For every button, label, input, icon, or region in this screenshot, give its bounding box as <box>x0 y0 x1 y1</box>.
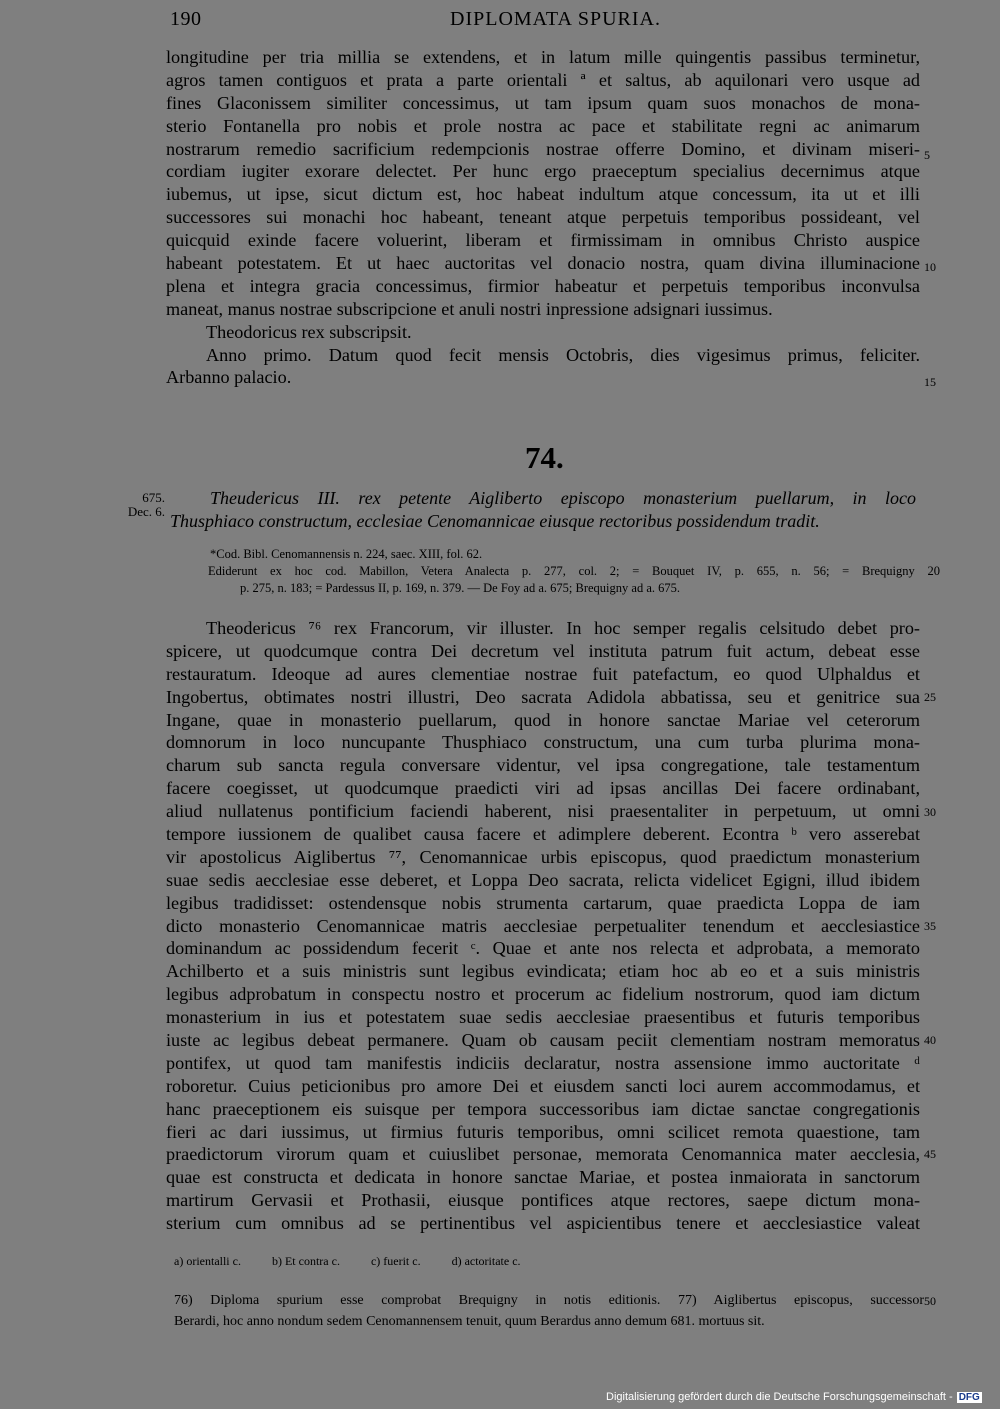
text-line: Theodericus ⁷⁶ rex Francorum, vir illuster. In hoc semper regalis celsitudo debet pro- <box>206 618 920 638</box>
date-year: 675. <box>142 490 165 505</box>
document-number: 74. <box>525 440 564 475</box>
text-line: praedictorum virorum quam et cuiuslibet personae, memorata Cenomannica mater aecclesia, <box>166 1144 920 1165</box>
text-line: agros tamen contiguos et prata a parte orientali ª et saltus, ab aquilonari vero usque ad <box>166 69 920 90</box>
text-line: restauratum. Ideoque ad aures clementiae nostrae fuit patefactum, eo quod Ulphaldus et <box>166 663 920 684</box>
text-line: quicquid exinde facere voluerint, liberam et firmissimam in omnibus Christo auspice <box>166 230 920 251</box>
line-number: 50 <box>924 1294 936 1308</box>
line-number: 40 <box>924 1033 936 1047</box>
line-number: 30 <box>924 805 936 819</box>
text-block-2 <box>166 617 920 1235</box>
running-title: DIPLOMATA SPURIA. <box>450 8 661 30</box>
text-line: aliud nullatenus pontificium faciendi haberent, nisi praesentaliter in perpetuum, ut omni <box>166 801 920 822</box>
text-line: monasterium in ius et potestatem suae sedis aecclesiae praesentibus et futuris temporibus <box>166 1007 920 1028</box>
text-line: hanc praeceptionem eis suisque per tempora successoribus iam dictae sanctae congregationis <box>166 1098 920 1119</box>
text-line: martirum Gervasii et Prothasii, eiusque pontifices atque rectores, saepe dictum mona- <box>166 1190 920 1211</box>
text-line: dominandum ac possidendum fecerit ᶜ. Quae et ante nos relecta et adprobata, a memorato <box>166 938 920 959</box>
variant-a: a) orientalli c. <box>174 1254 241 1268</box>
line-number: 35 <box>924 919 936 933</box>
date-day: Dec. 6. <box>127 504 165 519</box>
text-line: facere coegisset, ut quodcumque praedicti viri ad ipsas ancillas Dei facere ordinabant, <box>166 778 920 799</box>
text-block-1 <box>166 46 920 389</box>
text-line: dicto monasterio Cenomannicae matris aecclesiae perpetualiter tenendum et aecclesiastice <box>166 915 920 936</box>
text-line: iuste ac legibus debeat permanere. Quam ob causam peciit clementiam nostram memoratus <box>166 1030 920 1051</box>
page-number: 190 <box>170 8 202 30</box>
dfg-logo: DFG <box>958 1392 980 1403</box>
line-number: 15 <box>924 375 936 389</box>
text-line: plena et integra gracia concessimus, firmior habeatur et perpetuis temporibus inconvulsa <box>166 275 920 296</box>
margin-date <box>117 491 165 519</box>
regest-line: Thusphiaco constructum, ecclesiae Cenomannicae eiusque rectoribus possidendum tradit. <box>170 510 820 531</box>
regest-line: Theudericus III. rex petente Aigliberto episcopo monasterium puellarum, in loco <box>210 488 916 508</box>
footnote-line: Berardi, hoc anno nondum sedem Cenomannensem tenuit, quum Berardus anno demum 681. mortuus sit. <box>174 1314 765 1329</box>
digitization-credit <box>606 1391 982 1403</box>
text-line: domnorum in loco nuncupante Thusphiaco constructum, una cum turba plurima mona- <box>166 732 920 753</box>
line-number: 25 <box>924 690 936 704</box>
source-line: p. 275, n. 183; = Pardessus II, p. 169, n. 379. — De Foy ad a. 675; Brequigny ad a. 675. <box>240 581 680 595</box>
text-line: tempore iussionem de qualibet causa facere et adimplere deberent. Econtra ᵇ vero asserebat <box>166 824 920 845</box>
text-line: pontifex, ut quod tam manifestis indiciis declaratur, nostra assensione immo auctoritate ᵈ <box>166 1052 920 1073</box>
text-line: spicere, ut quodcumque contra Dei decretum vel instituta patrum fuit actum, debeat esse <box>166 640 920 661</box>
text-line: nostrarum remedio sacrificium redempcionis nostrae offerre Domino, et divinam miseri- <box>166 138 920 159</box>
text-line: Achilberto et a suis ministris sunt legibus evindicata; etiam hoc ab eo et a suis ministris <box>166 961 920 982</box>
line-number: 5 <box>924 148 930 162</box>
source-line: Ediderunt ex hoc cod. Mabillon, Vetera Analecta p. 277, col. 2; = Bouquet IV, p. 655, n. 56; = Brequigny 20 <box>208 564 940 578</box>
text-line: iubemus, ut ipse, sicut dictum est, hoc habeat indultum atque concessum, ita ut et illi <box>166 184 920 205</box>
text-line: sterium cum omnibus ad se pertinentibus vel aspicientibus tenere et aecclesiastice valeat <box>166 1213 920 1234</box>
text-line: roboretur. Cuius peticionibus pro amore Dei et eiusdem sancti loci aurem accommodamus, et <box>166 1075 920 1096</box>
variant-b: b) Et contra c. <box>271 1254 340 1268</box>
text-line: vir apostolicus Aiglibertus ⁷⁷, Cenomannicae urbis episcopus, quod praedictum monasterium <box>166 846 920 867</box>
text-line: legibus tradidisset: ostendensque nobis strumenta cartarum, quae praedicta Loppa de iam <box>166 892 920 913</box>
text-line: Ingobertus, obtimates nostri illustri, Deo sacrata Adidola abbatissa, seu et genitrice sua <box>166 686 920 707</box>
variant-d: d) actoritate c. <box>451 1254 521 1268</box>
text-line: Ingane, quae in monasterio puellarum, quod in honore sanctae Mariae vel ceterorum <box>166 709 920 730</box>
text-line: quae est constructa et dedicata in honore sanctae Mariae, et postea inmaiorata in sanctorum <box>166 1167 920 1188</box>
line-number: 10 <box>924 260 936 274</box>
regest <box>170 487 916 532</box>
text-line: fieri ac dari iussimus, ut firmius futuris temporibus, omni scilicet remota quaestione, tam <box>166 1121 920 1142</box>
credit-text: Digitalisierung gefördert durch die Deutsche Forschungsgemeinschaft - <box>606 1391 953 1403</box>
text-line: sterio Fontanella pro nobis et prole nostra ac pace et stabilitate regni ac animarum <box>166 115 920 136</box>
text-line: habeant potestatem. Et ut haec auctoritas vel donacio nostra, quam divina illuminacione <box>166 253 920 274</box>
text-line: suae sedis aecclesiae esse deberet, et Loppa Deo sacrata, relicta videlicet Egigni, illud ibidem <box>166 869 920 890</box>
text-line: maneat, manus nostrae subscripcione et anuli nostri inpressione adsignari iussimus. <box>166 298 773 319</box>
text-line: longitudine per tria millia se extendens, et in latum mille quingentis passibus terminetur, <box>166 47 920 67</box>
text-line: Anno primo. Datum quod fecit mensis Octobris, dies vigesimus primus, feliciter. <box>206 344 920 365</box>
footnotes <box>174 1290 944 1332</box>
text-line: Theodoricus rex subscripsit. <box>206 321 412 342</box>
line-number: 45 <box>924 1147 936 1161</box>
footnote-line: 76) Diploma spurium esse comprobat Brequigny in notis editionis. 77) Aiglibertus episcopus, successor <box>174 1293 924 1308</box>
text-line: cordiam iugiter exorare delectet. Per hunc ergo praeceptum specialius decernimus atque <box>166 161 920 182</box>
text-line: Arbanno palacio. <box>166 367 292 388</box>
text-line: fines Glaconissem similiter concessimus, ut tam ipsum quam suos monachos de mona- <box>166 92 920 113</box>
variant-readings <box>174 1254 794 1269</box>
text-line: charum sub sancta regula conversare videntur, vel ipsa congregatione, tale testamentum <box>166 755 920 776</box>
source-apparatus <box>210 546 940 597</box>
text-line: successores sui monachi hoc habeant, teneant atque perpetuis temporibus possideant, vel <box>166 207 920 228</box>
source-line: *Cod. Bibl. Cenomannensis n. 224, saec. XIII, fol. 62. <box>210 547 483 561</box>
text-line: legibus adprobatum in conspectu nostro et procerum ac fidelium nostrorum, quod iam dictum <box>166 984 920 1005</box>
variant-c: c) fuerit c. <box>370 1254 421 1268</box>
